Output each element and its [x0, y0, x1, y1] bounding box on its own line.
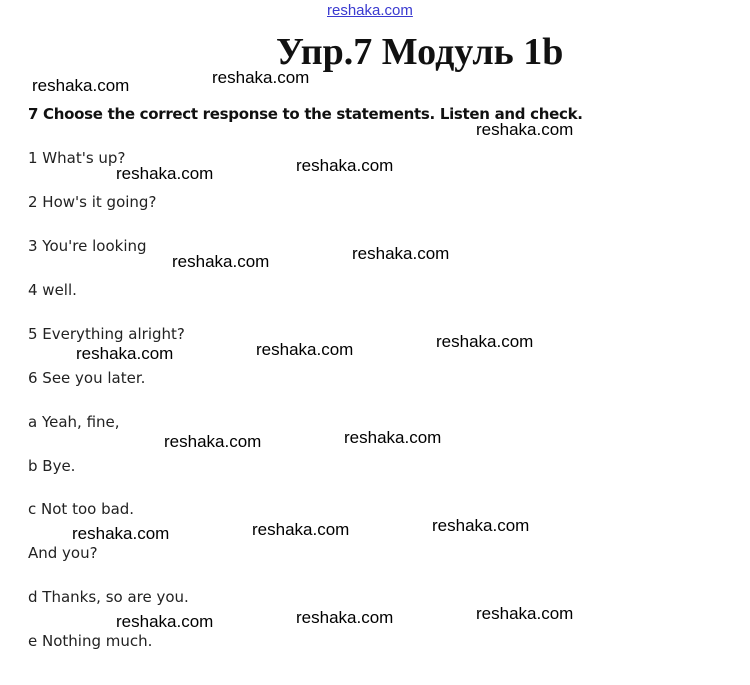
statement-4: 4 well. — [28, 281, 77, 299]
watermark: reshaka.com — [296, 608, 394, 627]
watermark: reshaka.com — [116, 164, 214, 183]
response-c-continued: And you? — [28, 544, 98, 562]
watermark: reshaka.com — [436, 332, 534, 351]
header-link[interactable]: reshaka.com — [327, 2, 413, 19]
watermark: reshaka.com — [212, 68, 310, 87]
watermark: reshaka.com — [296, 156, 394, 175]
watermark: reshaka.com — [76, 344, 174, 363]
watermark: reshaka.com — [72, 524, 170, 543]
statement-2: 2 How's it going? — [28, 193, 157, 211]
page-title: Упр.7 Модуль 1b — [276, 31, 564, 73]
response-e: e Nothing much. — [28, 632, 153, 650]
exercise-instruction: 7 Choose the correct response to the statements. Listen and check. — [28, 105, 583, 123]
response-a: a Yeah, fine, — [28, 413, 120, 431]
watermark: reshaka.com — [116, 612, 214, 631]
watermark: reshaka.com — [32, 76, 130, 95]
watermark: reshaka.com — [476, 604, 574, 623]
watermark: reshaka.com — [352, 244, 450, 263]
watermark: reshaka.com — [256, 340, 354, 359]
response-c: c Not too bad. — [28, 500, 135, 518]
statement-3: 3 You're looking — [28, 237, 147, 255]
statement-5: 5 Everything alright? — [28, 325, 185, 343]
statement-1: 1 What's up? — [28, 149, 126, 167]
watermark: reshaka.com — [252, 520, 350, 539]
watermark: reshaka.com — [476, 120, 574, 139]
response-d: d Thanks, so are you. — [28, 588, 189, 606]
watermark: reshaka.com — [344, 428, 442, 447]
response-b: b Bye. — [28, 457, 76, 475]
statement-6: 6 See you later. — [28, 369, 146, 387]
watermark: reshaka.com — [172, 252, 270, 271]
watermark: reshaka.com — [164, 432, 262, 451]
watermark: reshaka.com — [432, 516, 530, 535]
